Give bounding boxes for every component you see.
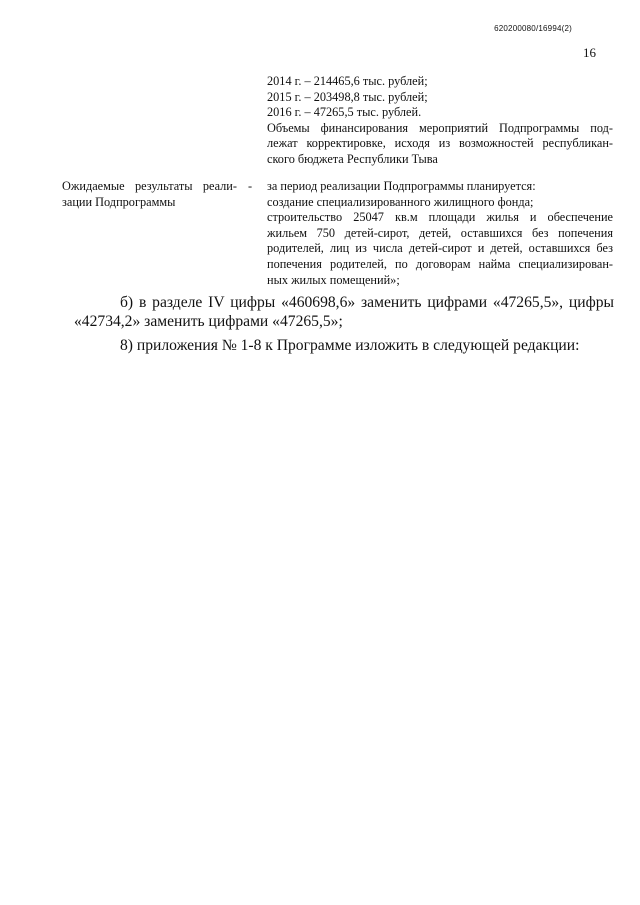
result-line: за период реализации Подпрограммы планируется: xyxy=(267,179,536,193)
financing-line-2015: 2015 г. – 203498,8 тыс. рублей; xyxy=(267,89,428,104)
financing-note-line: ского бюджета Республики Тыва xyxy=(267,151,438,166)
financing-block xyxy=(267,74,613,168)
result-line: жильем 750 детей-сирот, детей, оставшихся без попечения xyxy=(267,225,613,240)
paragraph-b-line1: б) в разделе IV цифры «460698,6» заменить цифрами «47265,5», цифры xyxy=(120,294,614,311)
row-dash: - xyxy=(248,179,253,193)
result-line: создание специализированного жилищного фонда; xyxy=(267,194,534,209)
expected-results-label xyxy=(62,179,237,210)
page-number: 16 xyxy=(583,45,596,60)
financing-line-2016: 2016 г. – 47265,5 тыс. рублей. xyxy=(267,105,422,120)
label-line: зации Подпрограммы xyxy=(62,194,176,209)
document-code: 620200080/16994(2) xyxy=(494,24,572,33)
result-line: попечения родителей, по договорам найма специализирован- xyxy=(267,256,613,271)
paragraph-b-line2: «42734,2» заменить цифрами «47265,5»; xyxy=(74,313,343,330)
result-line: строительство 25047 кв.м площади жилья и обеспечение xyxy=(267,210,613,225)
financing-line-2014: 2014 г. – 214465,6 тыс. рублей; xyxy=(267,74,428,88)
financing-note-line: лежат корректировке, исходя из возможностей республикан- xyxy=(267,136,613,151)
expected-results-block xyxy=(267,179,613,288)
result-line: родителей, лиц из числа детей-сирот и детей, оставшихся без xyxy=(267,241,613,256)
result-line: ных жилых помещений»; xyxy=(267,272,400,287)
label-line: Ожидаемые результаты реали- xyxy=(62,179,237,193)
financing-note-line: Объемы финансирования мероприятий Подпрограммы под- xyxy=(267,120,613,135)
paragraph-8: 8) приложения № 1-8 к Программе изложить в следующей редакции: xyxy=(120,337,580,354)
